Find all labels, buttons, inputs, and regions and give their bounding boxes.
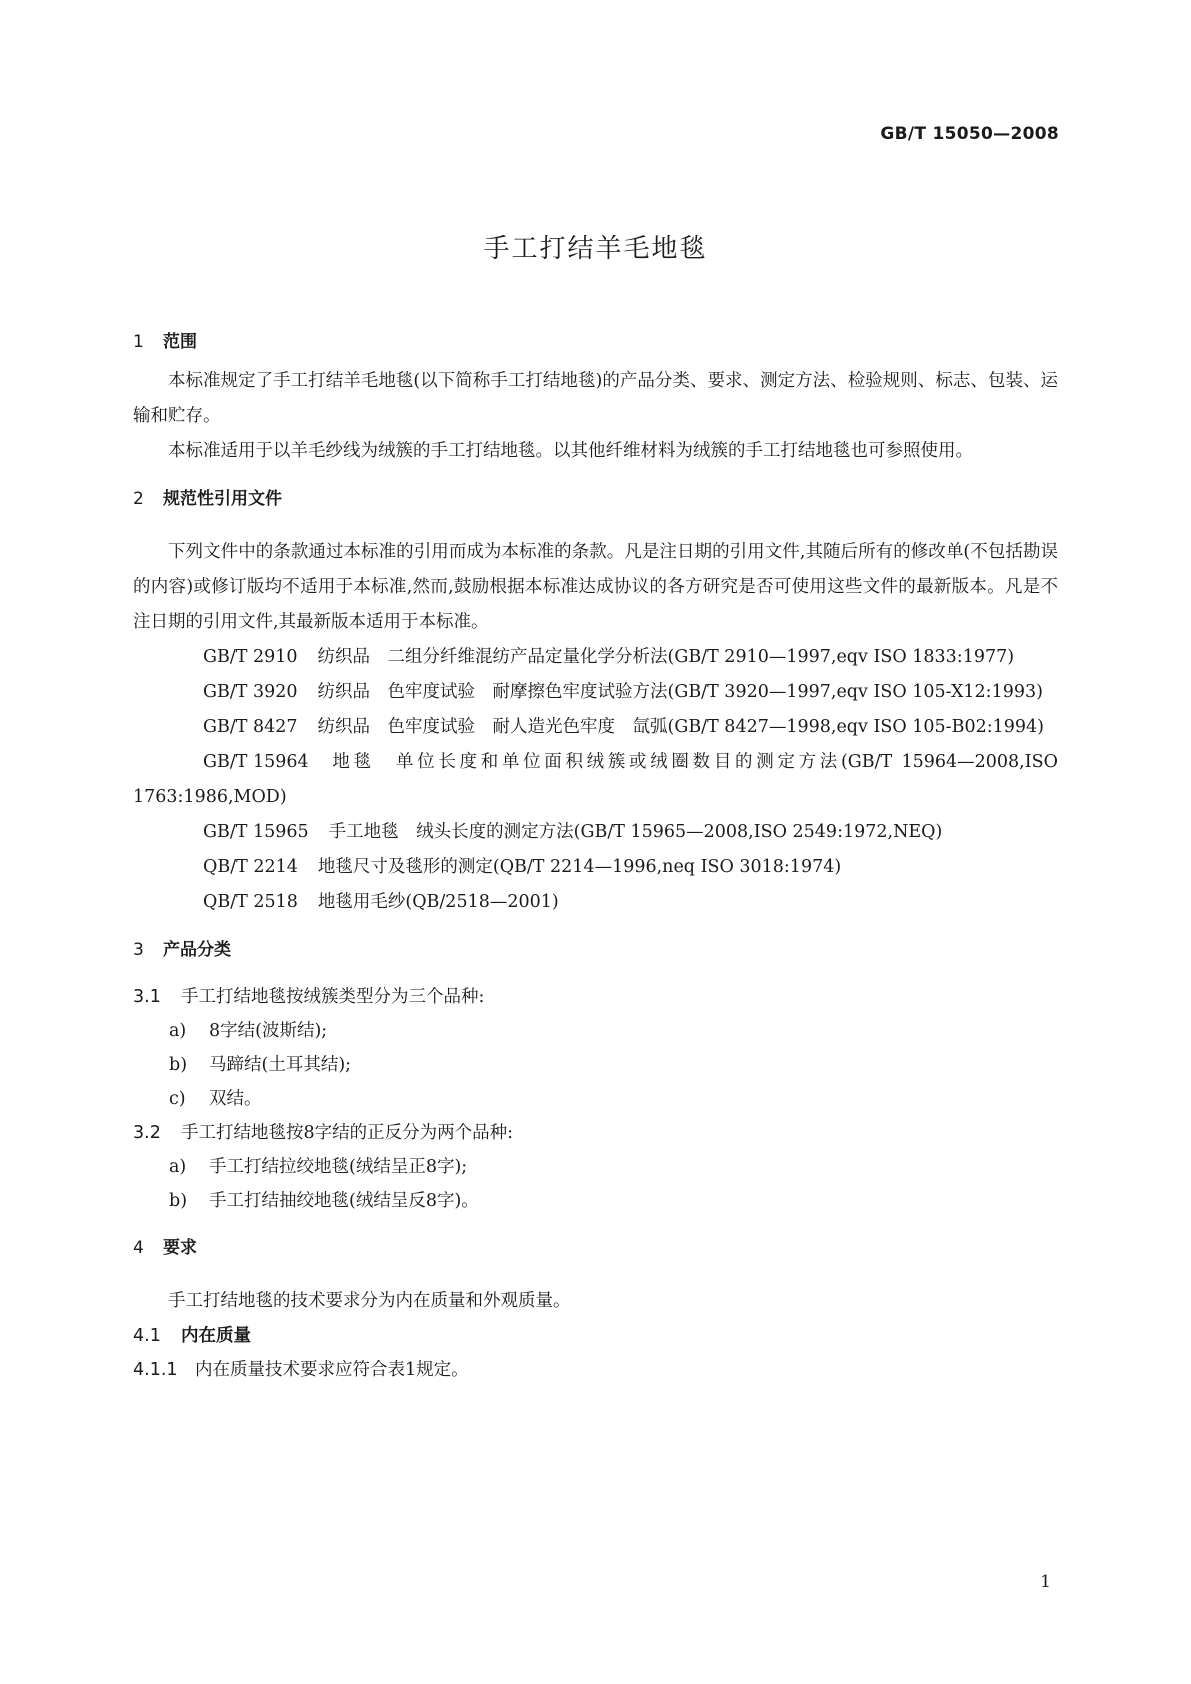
list-text: 马蹄结(土耳其结);: [209, 1055, 352, 1075]
clause-number: 4.1.1: [133, 1360, 178, 1380]
reference-code: GB/T 8427: [203, 717, 298, 737]
section-title: 范围: [163, 332, 197, 352]
reference-title: 手工地毯 绒头长度的测定方法(GB/T 15965—2008,ISO 2549:1972,NEQ): [328, 822, 943, 842]
section-number: 4: [133, 1238, 144, 1258]
paragraph: 手工打结地毯的技术要求分为内在质量和外观质量。: [168, 1291, 571, 1311]
list-marker: c): [169, 1089, 186, 1109]
section-number: 3: [133, 940, 144, 960]
reference-item: [133, 745, 1058, 815]
section-heading-scope: [133, 328, 1058, 356]
section-title: 规范性引用文件: [163, 489, 282, 509]
paragraph: 下列文件中的条款通过本标准的引用而成为本标准的条款。凡是注日期的引用文件,其随后所有的修改单(不包括勘误的内容)或修订版均不适用于本标准,然而,鼓励根据本标准达成协议的各方研究是否可使用这些文件的最新版本。凡是不注日期的引用文件,其最新版本适用于本标准。: [133, 542, 1058, 632]
reference-title: 纺织品 色牢度试验 耐摩擦色牢度试验方法(GB/T 3920—1997,eqv ISO 105-X12:1993): [317, 682, 1043, 702]
list-item: [133, 1150, 1058, 1184]
section-heading-requirements: [133, 1234, 1058, 1262]
reference-code: GB/T 15965: [203, 822, 309, 842]
list-marker: b): [169, 1191, 188, 1211]
list-text: 8字结(波斯结);: [209, 1021, 328, 1041]
reference-title: 纺织品 二组分纤维混纺产品定量化学分析法(GB/T 2910—1997,eqv ISO 1833:1977): [317, 647, 1015, 667]
section-heading-references: [133, 485, 1058, 513]
reference-code: QB/T 2518: [203, 892, 298, 912]
paragraph: 本标准适用于以羊毛纱线为绒簇的手工打结地毯。以其他纤维材料为绒簇的手工打结地毯也可参照使用。: [168, 441, 973, 461]
paragraph: 本标准规定了手工打结羊毛地毯(以下简称手工打结地毯)的产品分类、要求、测定方法、检验规则、标志、包装、运输和贮存。: [133, 371, 1058, 426]
list-marker: a): [169, 1157, 187, 1177]
reference-item: [133, 675, 1058, 710]
list-marker: a): [169, 1021, 187, 1041]
reference-title: 地毯 单位长度和单位面积绒簇或绒圈数目的测定方法(GB/T 15964—2008,ISO 1763:1986,MOD): [133, 752, 1058, 807]
clause-text: 内在质量技术要求应符合表1规定。: [195, 1360, 469, 1380]
reference-title: 地毯尺寸及毯形的测定(QB/T 2214—1996,neq ISO 3018:1974): [317, 857, 842, 877]
clause-heading: 内在质量: [181, 1326, 251, 1346]
standard-code: GB/T 15050—2008: [880, 124, 1059, 144]
section-title: 要求: [163, 1238, 197, 1258]
list-item: [133, 1048, 1058, 1082]
reference-item: [133, 815, 1058, 850]
list-item: [133, 1184, 1058, 1218]
reference-code: QB/T 2214: [203, 857, 298, 877]
reference-item: [133, 850, 1058, 885]
clause-4-1: [133, 1319, 1058, 1353]
reference-title: 纺织品 色牢度试验 耐人造光色牢度 氙弧(GB/T 8427—1998,eqv ISO 105-B02:1994): [317, 717, 1044, 737]
section-number: 1: [133, 332, 144, 352]
list-item: [133, 1014, 1058, 1048]
reference-item: [133, 710, 1058, 745]
page-number: 1: [1040, 1572, 1051, 1592]
clause-4-1-1: [133, 1353, 1058, 1387]
reference-code: GB/T 2910: [203, 647, 298, 667]
section-heading-classification: [133, 936, 1058, 964]
list-text: 双结。: [209, 1089, 262, 1109]
clause-number: 3.1: [133, 987, 161, 1007]
section-number: 2: [133, 489, 144, 509]
list-text: 手工打结抽绞地毯(绒结呈反8字)。: [209, 1191, 479, 1211]
document-body: [133, 328, 1058, 1387]
reference-code: GB/T 15964: [203, 752, 309, 772]
section-title: 产品分类: [163, 940, 231, 960]
clause-number: 3.2: [133, 1123, 161, 1143]
document-title: 手工打结羊毛地毯: [483, 234, 708, 264]
reference-code: GB/T 3920: [203, 682, 298, 702]
clause-3-2: [133, 1116, 1058, 1150]
clause-text: 手工打结地毯按绒簇类型分为三个品种:: [181, 987, 485, 1007]
reference-item: [133, 885, 1058, 920]
list-text: 手工打结拉绞地毯(绒结呈正8字);: [209, 1157, 468, 1177]
clause-text: 手工打结地毯按8字结的正反分为两个品种:: [181, 1123, 514, 1143]
clause-number: 4.1: [133, 1326, 161, 1346]
list-marker: b): [169, 1055, 188, 1075]
clause-3-1: [133, 980, 1058, 1014]
list-item: [133, 1082, 1058, 1116]
reference-item: [133, 640, 1058, 675]
reference-title: 地毯用毛纱(QB/2518—2001): [317, 892, 559, 912]
